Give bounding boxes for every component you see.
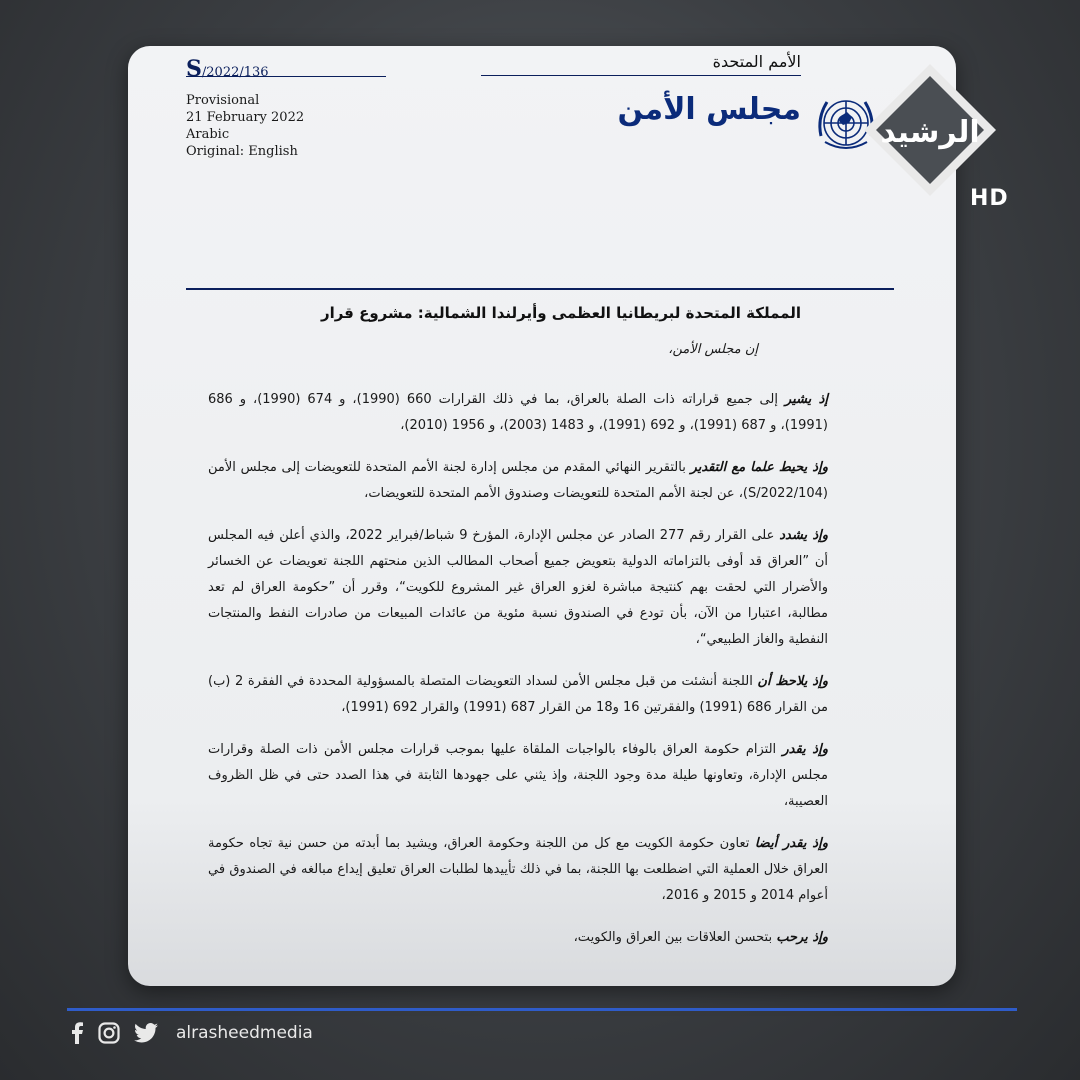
paragraph-lead: وإذ يرحب bbox=[776, 930, 828, 945]
hd-badge: HD bbox=[970, 186, 1009, 211]
paragraph-lead: وإذ يقدر أيضا bbox=[754, 836, 828, 851]
council-name: مجلس الأمن bbox=[617, 92, 801, 127]
logo-text: الرشيد bbox=[880, 115, 980, 150]
twitter-icon[interactable] bbox=[134, 1023, 158, 1043]
meta-original: Original: English bbox=[186, 144, 298, 159]
document-meta bbox=[186, 92, 304, 160]
paragraph-text: على القرار رقم 277 الصادر عن مجلس الإدارة، المؤرخ 9 شباط/فبراير 2022، والذي أعلن فيه المجلس أن ”العراق قد أوفى بالتزاماته الدولية بتعويض جميع أصحاب المطالب الذين منحتهم اللجنة تعويضات عن الخسائر والأضرار التي لحقت بهم كنتيجة مباشرة لغزو العراق غير المشروع للكويت“، وقرر أن ”حكومة العراق لم تعد مطالبة، اعتبارا من الآن، بأن تودع في الصندوق نسبة مئوية من عائدات المبيعات من صادرات النفط والمنتجات النفطية والغاز الطبيعي“، bbox=[208, 528, 828, 647]
paragraph-lead: إذ يشير bbox=[784, 392, 828, 407]
document-symbol bbox=[186, 56, 386, 82]
instagram-icon[interactable] bbox=[98, 1022, 120, 1044]
paragraph-lead: وإذ يقدر bbox=[782, 742, 828, 757]
paragraph-lead: وإذ يلاحظ أن bbox=[757, 674, 828, 689]
facebook-icon[interactable] bbox=[70, 1022, 84, 1044]
footer-divider bbox=[67, 1008, 1017, 1011]
symbol-prefix: S bbox=[186, 56, 202, 82]
paragraph-text: إلى جميع قراراته ذات الصلة بالعراق، بما في ذلك القرارات 660 (1990)، و 674 (1990)، و 686 (1991)، و 687 (1991)، و 692 (1991)، و 1483 (2003)، و 1956 (2010)، bbox=[208, 392, 828, 433]
paragraph-lead: وإذ يحيط علما مع التقدير bbox=[690, 460, 828, 475]
preamble-paragraph bbox=[208, 387, 828, 439]
social-handle[interactable]: alrasheedmedia bbox=[176, 1023, 313, 1043]
preamble-paragraph bbox=[208, 669, 828, 721]
header-divider bbox=[186, 288, 894, 290]
preamble-paragraph bbox=[208, 831, 828, 909]
preamble-paragraph bbox=[208, 925, 828, 951]
meta-date: 21 February 2022 bbox=[186, 110, 305, 125]
preamble-paragraph bbox=[208, 523, 828, 653]
meta-status: Provisional bbox=[186, 93, 260, 108]
resolution-heading: المملكة المتحدة لبريطانيا العظمى وأيرلندا الشمالية: مشروع قرار bbox=[320, 304, 801, 322]
paragraph-text: اللجنة أنشئت من قبل مجلس الأمن لسداد التعويضات المتصلة بالمسؤولية المحددة في الفقرة 2 (ب) من القرار 686 (1991) والفقرتين 16 و18 من القرار 687 (1991) والقرار 692 (1991)، bbox=[208, 674, 828, 715]
meta-language: Arabic bbox=[186, 127, 230, 142]
un-name: الأمم المتحدة bbox=[481, 52, 801, 76]
resolution-body bbox=[208, 342, 828, 967]
opening-line: إن مجلس الأمن، bbox=[668, 342, 758, 357]
document-page bbox=[128, 46, 956, 986]
social-bar bbox=[70, 1022, 313, 1044]
paragraph-text: تعاون حكومة الكويت مع كل من اللجنة وحكومة العراق، ويشيد بما أبدته من حسن نية تجاه حكومة العراق خلال العملية التي اضطلعت بها اللجنة، بما في ذلك تأييدها لطلبات العراق تعليق إيداع مبالغه في الصندوق في أعوام 2014 و 2015 و 2016، bbox=[208, 836, 828, 903]
paragraph-text: بالتقرير النهائي المقدم من مجلس إدارة لجنة الأمم المتحدة للتعويضات إلى مجلس الأمن (S/2022/104)، عن لجنة الأمم المتحدة للتعويضات وصندوق الأمم المتحدة للتعويضات، bbox=[208, 460, 828, 501]
paragraph-text: التزام حكومة العراق بالوفاء بالواجبات الملقاة عليها بموجب قرارات مجلس الأمن ذات الصلة وقرارات مجلس الإدارة، وتعاونها طيلة مدة وجود اللجنة، وإذ يثني على جهودها الثابتة في هذا الصدد حتى في ظل الظروف العصيبة، bbox=[208, 742, 828, 809]
preamble-paragraph bbox=[208, 737, 828, 815]
symbol-number: /2022/136 bbox=[201, 65, 269, 80]
paragraph-lead: وإذ يشدد bbox=[779, 528, 828, 543]
preamble-paragraph bbox=[208, 455, 828, 507]
paragraph-text: بتحسن العلاقات بين العراق والكويت، bbox=[573, 930, 777, 945]
